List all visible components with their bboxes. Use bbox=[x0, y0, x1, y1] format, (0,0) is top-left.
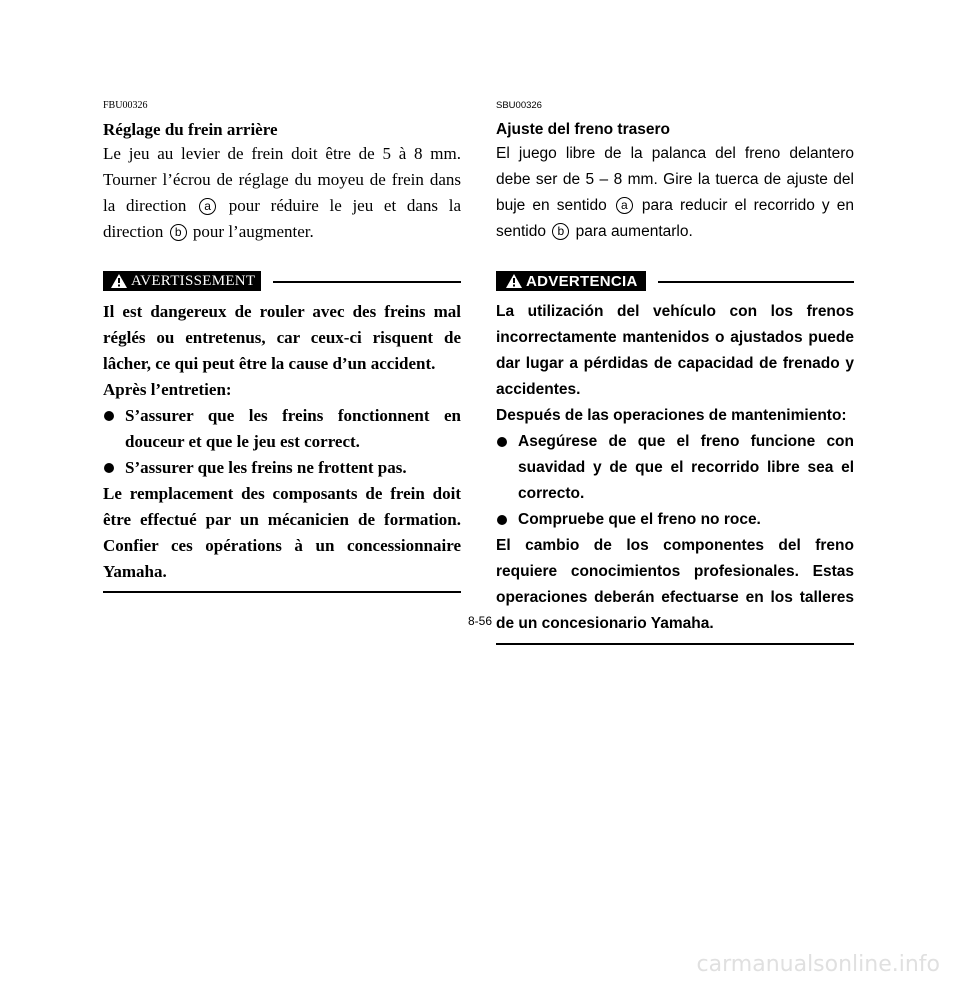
instructions-part-1: El juego libre de la palanca del freno delantero debe ser de 5 – 8 mm. Gire la tuerca de ajuste del buje en sentido bbox=[496, 145, 854, 214]
warning-triangle-icon bbox=[111, 274, 127, 288]
closing-text: El cambio de los componentes del freno requiere conocimientos profesionales. Estas operaciones deberán efectuarse en los talleres de un concesionario Yamaha. bbox=[496, 537, 854, 632]
bullet-text: Asegúrese de que el freno funcione con suavidad y de que el recorrido libre sea el correcto. bbox=[518, 433, 854, 502]
bullet-list bbox=[103, 403, 461, 481]
bullet-list bbox=[496, 429, 854, 533]
page-number: 8-56 bbox=[467, 614, 493, 628]
bullet-icon bbox=[497, 437, 507, 447]
instructions-part-3: para aumentarlo. bbox=[575, 223, 693, 240]
warning-badge bbox=[496, 271, 646, 291]
warning-header bbox=[103, 269, 461, 293]
warning-triangle-icon bbox=[506, 274, 522, 288]
bullet-text: Compruebe que el freno no roce. bbox=[518, 511, 761, 528]
french-column bbox=[103, 100, 461, 593]
instructions-part-3: pour l’augmenter. bbox=[192, 222, 314, 241]
section-heading: Ajuste del freno trasero bbox=[496, 121, 670, 138]
instructions-part-1: Le jeu au levier de frein doit être de 5 à 8 mm. Tourner l’écrou de réglage du moyeu de frein dans la direction bbox=[103, 144, 461, 215]
marker-b: b bbox=[552, 223, 569, 240]
warning-label: ADVERTENCIA bbox=[526, 272, 638, 290]
marker-a: a bbox=[199, 198, 216, 215]
after-service-label: Après l’entretien: bbox=[103, 380, 232, 399]
spanish-column bbox=[496, 100, 854, 645]
list-item bbox=[496, 507, 854, 533]
adjustment-instructions bbox=[103, 141, 461, 245]
marker-b: b bbox=[170, 224, 187, 241]
section-heading: Réglage du frein arrière bbox=[103, 120, 278, 139]
watermark: carmanualsonline.info bbox=[696, 952, 940, 977]
bullet-text: S’assurer que les freins ne frottent pas. bbox=[125, 458, 407, 477]
after-service-label: Después de las operaciones de mantenimiento: bbox=[496, 407, 847, 424]
warning-rule bbox=[273, 269, 461, 283]
list-item bbox=[103, 455, 461, 481]
section-end-rule bbox=[103, 591, 461, 593]
marker-a: a bbox=[616, 197, 633, 214]
section-code: FBU00326 bbox=[103, 100, 148, 111]
warning-badge bbox=[103, 271, 261, 291]
bullet-text: S’assurer que les freins fonctionnent en douceur et que le jeu est correct. bbox=[125, 406, 461, 451]
warning-rule bbox=[658, 269, 854, 283]
bullet-icon bbox=[497, 515, 507, 525]
instructions-part-2: pour réduire le jeu et dans la direction bbox=[103, 196, 461, 241]
warning-text: La utilización del vehículo con los frenos incorrectamente mantenidos o ajustados puede dar lugar a pérdidas de capacidad de frenado y accidentes. bbox=[496, 303, 854, 398]
bullet-icon bbox=[104, 411, 114, 421]
warning-header bbox=[496, 269, 854, 293]
warning-label: AVERTISSEMENT bbox=[131, 272, 256, 289]
instructions-part-2: para reducir el recorrido y en sentido bbox=[496, 197, 854, 240]
list-item bbox=[496, 429, 854, 507]
closing-text: Le remplacement des composants de frein doit être effectué par un mécanicien de formation. Confier ces opérations à un concessionnaire Yamaha. bbox=[103, 484, 461, 581]
bullet-icon bbox=[104, 463, 114, 473]
list-item bbox=[103, 403, 461, 455]
adjustment-instructions bbox=[496, 141, 854, 245]
section-end-rule bbox=[496, 643, 854, 645]
warning-text: Il est dangereux de rouler avec des freins mal réglés ou entretenus, car ceux-ci risquent de lâcher, ce qui peut être la cause d’un accident. bbox=[103, 302, 461, 373]
section-code: SBU00326 bbox=[496, 100, 542, 111]
